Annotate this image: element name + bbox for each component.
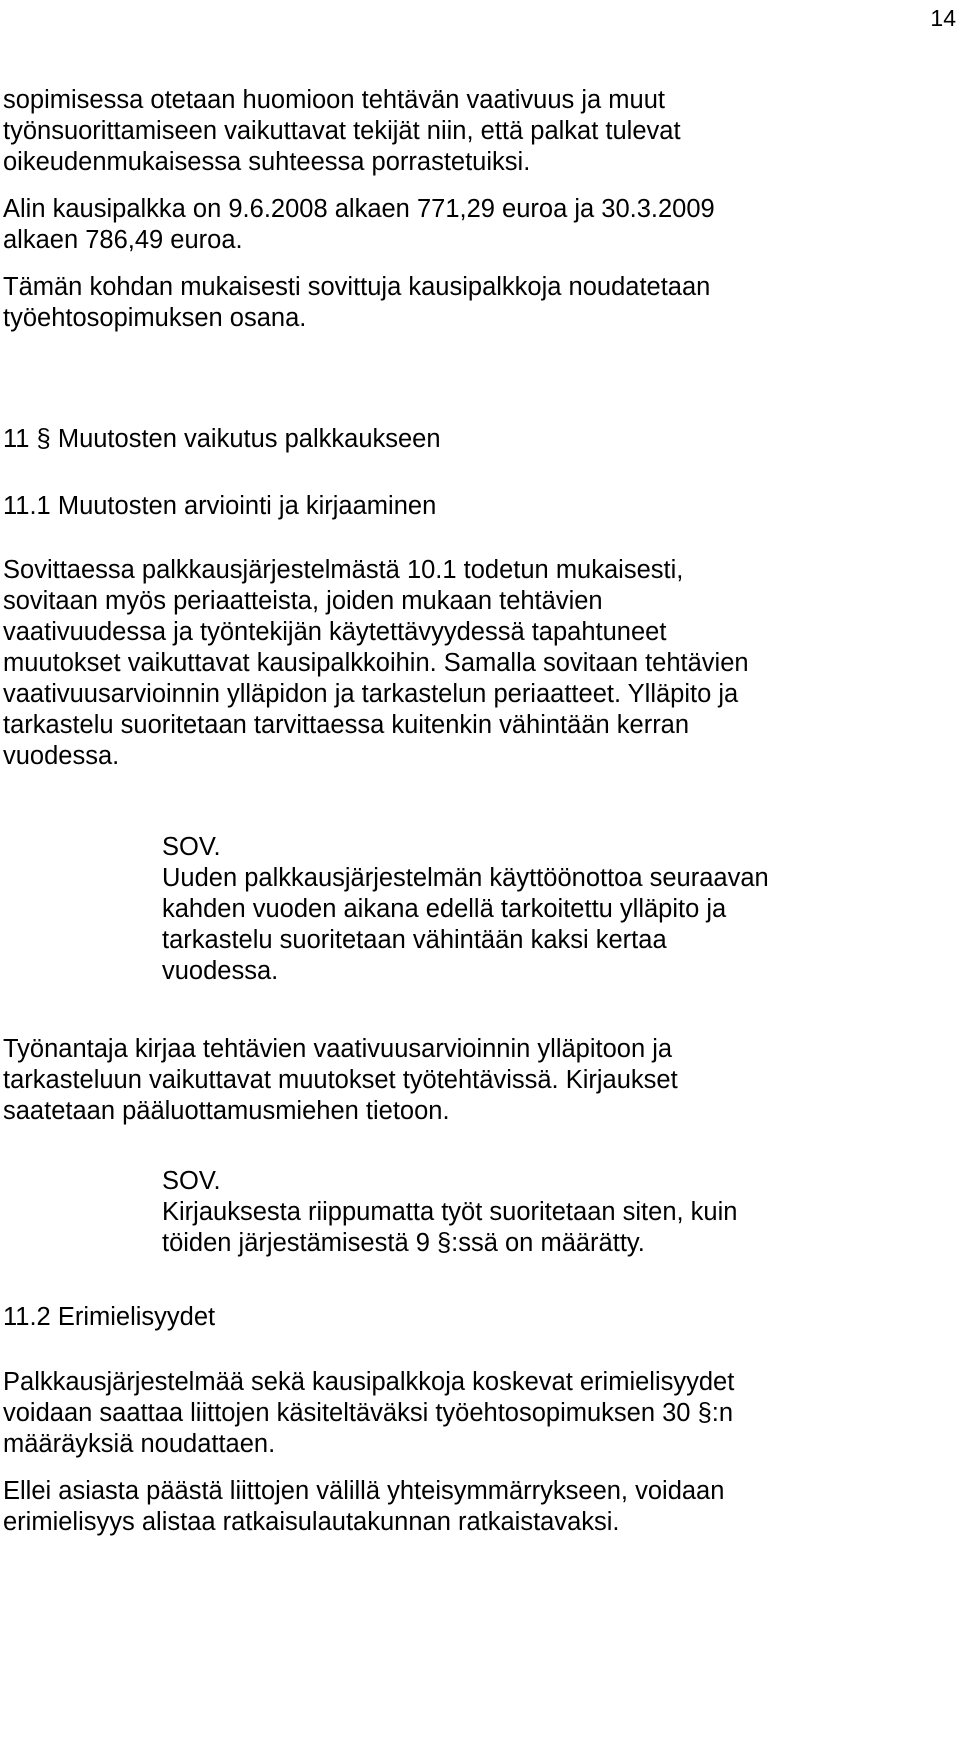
text-line: alkaen 786,49 euroa. <box>3 226 243 254</box>
text-line: oikeudenmukaisessa suhteessa porrastetuiksi. <box>3 148 531 176</box>
text-line: määräyksiä noudattaen. <box>3 1430 276 1458</box>
text-line: vaativuudessa ja työntekijän käytettävyydessä tapahtuneet <box>3 618 667 646</box>
text-line: Alin kausipalkka on 9.6.2008 alkaen 771,29 euroa ja 30.3.2009 <box>3 195 715 223</box>
text-line: työnsuorittamiseen vaikuttavat tekijät niin, että palkat tulevat <box>3 117 681 145</box>
intro-paragraph <box>3 85 953 178</box>
text-line: vuodessa. <box>162 957 279 985</box>
text-line: töiden järjestämisestä 9 §:ssä on määrätty. <box>162 1229 645 1257</box>
section-11-2-heading: 11.2 Erimielisyydet <box>3 1303 216 1331</box>
text-line: saatetaan pääluottamusmiehen tietoon. <box>3 1097 450 1125</box>
text-line: kahden vuoden aikana edellä tarkoitettu ylläpito ja <box>162 895 727 923</box>
section-11-1-heading: 11.1 Muutosten arviointi ja kirjaaminen <box>3 492 437 520</box>
arbitration-paragraph <box>3 1476 953 1538</box>
disputes-paragraph <box>3 1367 953 1460</box>
text-line: Sovittaessa palkkausjärjestelmästä 10.1 todetun mukaisesti, <box>3 556 684 584</box>
text-line: sopimisessa otetaan huomioon tehtävän vaativuus ja muut <box>3 86 665 114</box>
text-line: voidaan saattaa liittojen käsiteltäväksi työehtosopimuksen 30 §:n <box>3 1399 734 1427</box>
text-line: Uuden palkkausjärjestelmän käyttöönottoa seuraavan <box>162 864 769 892</box>
sov-note-2 <box>162 1166 952 1259</box>
section-11-heading: 11 § Muutosten vaikutus palkkaukseen <box>3 425 441 453</box>
text-line: tarkasteluun vaikuttavat muutokset työtehtävissä. Kirjaukset <box>3 1066 678 1094</box>
text-line: Työnantaja kirjaa tehtävien vaativuusarvioinnin ylläpitoon ja <box>3 1035 673 1063</box>
text-line: Tämän kohdan mukaisesti sovittuja kausipalkkoja noudatetaan <box>3 273 711 301</box>
text-line: vuodessa. <box>3 742 120 770</box>
text-line: Ellei asiasta päästä liittojen välillä yhteisymmärrykseen, voidaan <box>3 1477 725 1505</box>
text-line: tarkastelu suoritetaan tarvittaessa kuitenkin vähintään kerran <box>3 711 690 739</box>
agreement-part-paragraph <box>3 272 953 334</box>
text-line: vaativuusarvioinnin ylläpidon ja tarkastelun periaatteet. Ylläpito ja <box>3 680 739 708</box>
text-line: Kirjauksesta riippumatta työt suoritetaan siten, kuin <box>162 1198 738 1226</box>
sov-label: SOV. <box>162 1167 221 1195</box>
employer-record-paragraph <box>3 1034 953 1127</box>
sov-note-1 <box>162 832 952 987</box>
text-line: Palkkausjärjestelmää sekä kausipalkkoja koskevat erimielisyydet <box>3 1368 735 1396</box>
text-line: sovitaan myös periaatteista, joiden mukaan tehtävien <box>3 587 603 615</box>
min-wage-paragraph <box>3 194 953 256</box>
text-line: muutokset vaikuttavat kausipalkkoihin. Samalla sovitaan tehtävien <box>3 649 749 677</box>
text-line: erimielisyys alistaa ratkaisulautakunnan ratkaistavaksi. <box>3 1508 620 1536</box>
text-line: tarkastelu suoritetaan vähintään kaksi kertaa <box>162 926 667 954</box>
evaluation-paragraph <box>3 555 953 772</box>
page-number: 14 <box>930 5 956 31</box>
text-line: työehtosopimuksen osana. <box>3 304 307 332</box>
sov-label: SOV. <box>162 833 221 861</box>
